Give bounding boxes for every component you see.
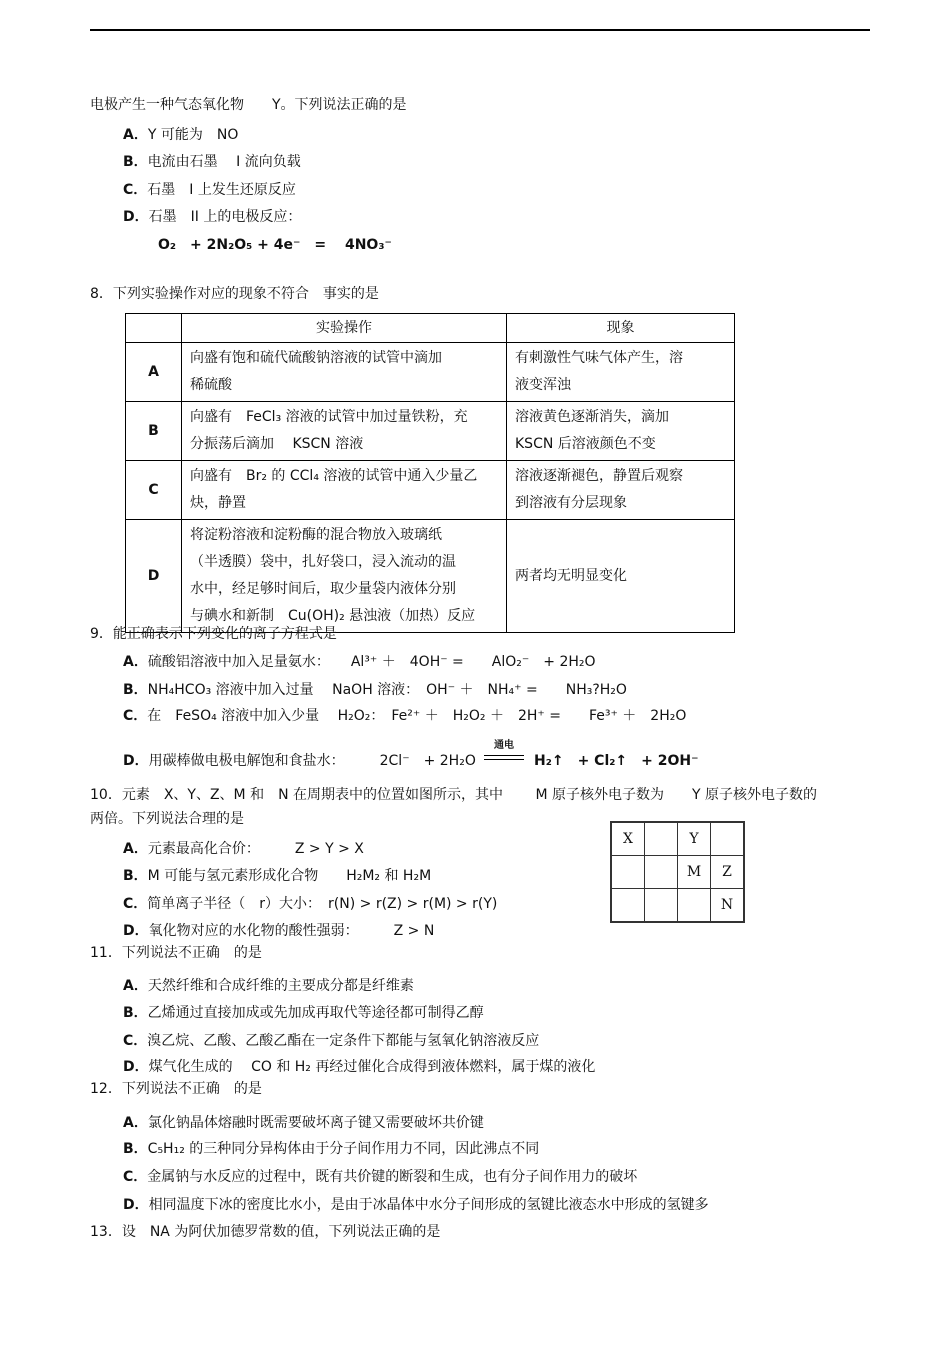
- q7-option-b: B．电流由石墨 I 流向负载: [123, 154, 301, 170]
- row-phenomenon: 溶液黄色逐渐消失，滴加 KSCN 后溶液颜色不变: [507, 402, 735, 461]
- row-label: A: [126, 343, 182, 402]
- q7-option-d: D．石墨 II 上的电极反应：: [123, 209, 302, 225]
- row-label: C: [126, 461, 182, 520]
- q9-option-d: D．用碳棒做电极电解饱和食盐水： 2Cl⁻ + 2H₂O: [123, 753, 476, 769]
- q12-option-c: C．金属钠与水反应的过程中，既有共价键的断裂和生成，也有分子间作用力的破坏: [123, 1169, 638, 1185]
- grid-cell: Y: [678, 822, 711, 856]
- row-operation: 向盛有 Br₂ 的 CCl₄ 溶液的试管中通入少量乙 炔，静置: [182, 461, 507, 520]
- grid-cell: [611, 856, 645, 889]
- row-label: D: [126, 520, 182, 633]
- row-operation: 向盛有 FeCl₃ 溶液的试管中加过量铁粉，充 分振荡后滴加 KSCN 溶液: [182, 402, 507, 461]
- q9-stem: 9．能正确表示下列变化的离子方程式是: [90, 626, 337, 642]
- grid-cell: [611, 889, 645, 923]
- q11-option-a: A．天然纤维和合成纤维的主要成分都是纤维素: [123, 978, 414, 994]
- q8-stem: 8．下列实验操作对应的现象不符合 事实的是: [90, 286, 379, 302]
- grid-cell: X: [611, 822, 645, 856]
- row-operation: 将淀粉溶液和淀粉酶的混合物放入玻璃纸 （半透膜）袋中，扎好袋口，浸入流动的温 水中，经足够时间后，取少量袋内液体分别 与碘水和新制 Cu(OH)₂ 悬浊液（加热）反应: [182, 520, 507, 633]
- grid-cell: [645, 822, 678, 856]
- periodic-table-grid: [610, 821, 745, 923]
- row-phenomenon: 溶液逐渐褪色，静置后观察 到溶液有分层现象: [507, 461, 735, 520]
- grid-cell: [711, 822, 745, 856]
- grid-cell: [645, 856, 678, 889]
- q7-option-a: A．Y 可能为 NO: [123, 127, 239, 143]
- table-row: [126, 402, 735, 461]
- q11-option-c: C．溴乙烷、乙酸、乙酸乙酯在一定条件下都能与氢氧化钠溶液反应: [123, 1033, 540, 1049]
- q10-option-a: A．元素最高化合价： Z > Y > X: [123, 841, 364, 857]
- q10-stem-line1: 10．元素 X、Y、Z、M 和 N 在周期表中的位置如图所示，其中 M 原子核外电子数为 Y 原子核外电子数的: [90, 787, 817, 803]
- grid-cell: Z: [711, 856, 745, 889]
- row-operation: 向盛有饱和硫代硫酸钠溶液的试管中滴加 稀硫酸: [182, 343, 507, 402]
- grid-cell: [678, 889, 711, 923]
- q10-stem-line2: 两倍。下列说法合理的是: [90, 811, 244, 827]
- grid-row: [611, 856, 744, 889]
- table-row: [126, 461, 735, 520]
- q8-table: [125, 313, 735, 633]
- q12-option-a: A．氯化钠晶体熔融时既需要破坏离子键又需要破坏共价键: [123, 1115, 484, 1131]
- table-header-row: [126, 314, 735, 343]
- arrow-line-top: [484, 755, 524, 756]
- grid-row: [611, 889, 744, 923]
- q7-equation: O₂ + 2N₂O₅ + 4e⁻ = 4NO₃⁻: [158, 237, 392, 253]
- q11-stem: 11．下列说法不正确 的是: [90, 945, 262, 961]
- q11-option-d: D．煤气化生成的 CO 和 H₂ 再经过催化合成得到液体燃料，属于煤的液化: [123, 1059, 596, 1075]
- row-label: B: [126, 402, 182, 461]
- q10-option-d: D．氧化物对应的水化物的酸性强弱： Z > N: [123, 923, 435, 939]
- q9-option-c: C．在 FeSO₄ 溶液中加入少量 H₂O₂： Fe²⁺ ＋ H₂O₂ ＋ 2H⁺ = Fe³⁺ ＋ 2H₂O: [123, 708, 687, 724]
- header-phenomenon: 现象: [507, 314, 735, 343]
- q9-option-b: B．NH₄HCO₃ 溶液中加入过量 NaOH 溶液： OH⁻ ＋ NH₄⁺ = NH₃?H₂O: [123, 682, 627, 698]
- grid-cell: M: [678, 856, 711, 889]
- q13-stem: 13．设 NA 为阿伏加德罗常数的值，下列说法正确的是: [90, 1224, 441, 1240]
- q7-intro: 电极产生一种气态氧化物 Y。下列说法正确的是: [90, 97, 407, 113]
- q12-stem: 12．下列说法不正确 的是: [90, 1081, 262, 1097]
- q10-option-b: B．M 可能与氢元素形成化合物 H₂M₂ 和 H₂M: [123, 868, 432, 884]
- header-operation: 实验操作: [182, 314, 507, 343]
- header-rule: [90, 29, 870, 31]
- header-blank: [126, 314, 182, 343]
- q9-option-a: A．硫酸铝溶液中加入足量氨水： Al³⁺ ＋ 4OH⁻ = AlO₂⁻ + 2H₂O: [123, 654, 596, 670]
- q9-d-products: H₂↑ + Cl₂↑ + 2OH⁻: [534, 753, 699, 769]
- q11-option-b: B．乙烯通过直接加成或先加成再取代等途径都可制得乙醇: [123, 1005, 484, 1021]
- grid-cell: N: [711, 889, 745, 923]
- q12-option-b: B．C₅H₁₂ 的三种同分异构体由于分子间作用力不同，因此沸点不同: [123, 1141, 540, 1157]
- grid-row: [611, 822, 744, 856]
- q10-option-c: C．简单离子半径（ r）大小： r(N) > r(Z) > r(M) > r(Y): [123, 896, 498, 912]
- table-row: [126, 343, 735, 402]
- row-phenomenon: 有刺激性气味气体产生，溶 液变浑浊: [507, 343, 735, 402]
- electrolysis-arrow: [484, 740, 524, 760]
- q12-option-d: D．相同温度下冰的密度比水小，是由于冰晶体中水分子间形成的氢键比液态水中形成的氢键多: [123, 1197, 709, 1213]
- arrow-line-bottom: [484, 759, 524, 760]
- q7-option-c: C．石墨 I 上发生还原反应: [123, 182, 296, 198]
- grid-cell: [645, 889, 678, 923]
- electrolysis-label: 通电: [494, 740, 514, 751]
- table-row: [126, 520, 735, 633]
- row-phenomenon: 两者均无明显变化: [507, 520, 735, 633]
